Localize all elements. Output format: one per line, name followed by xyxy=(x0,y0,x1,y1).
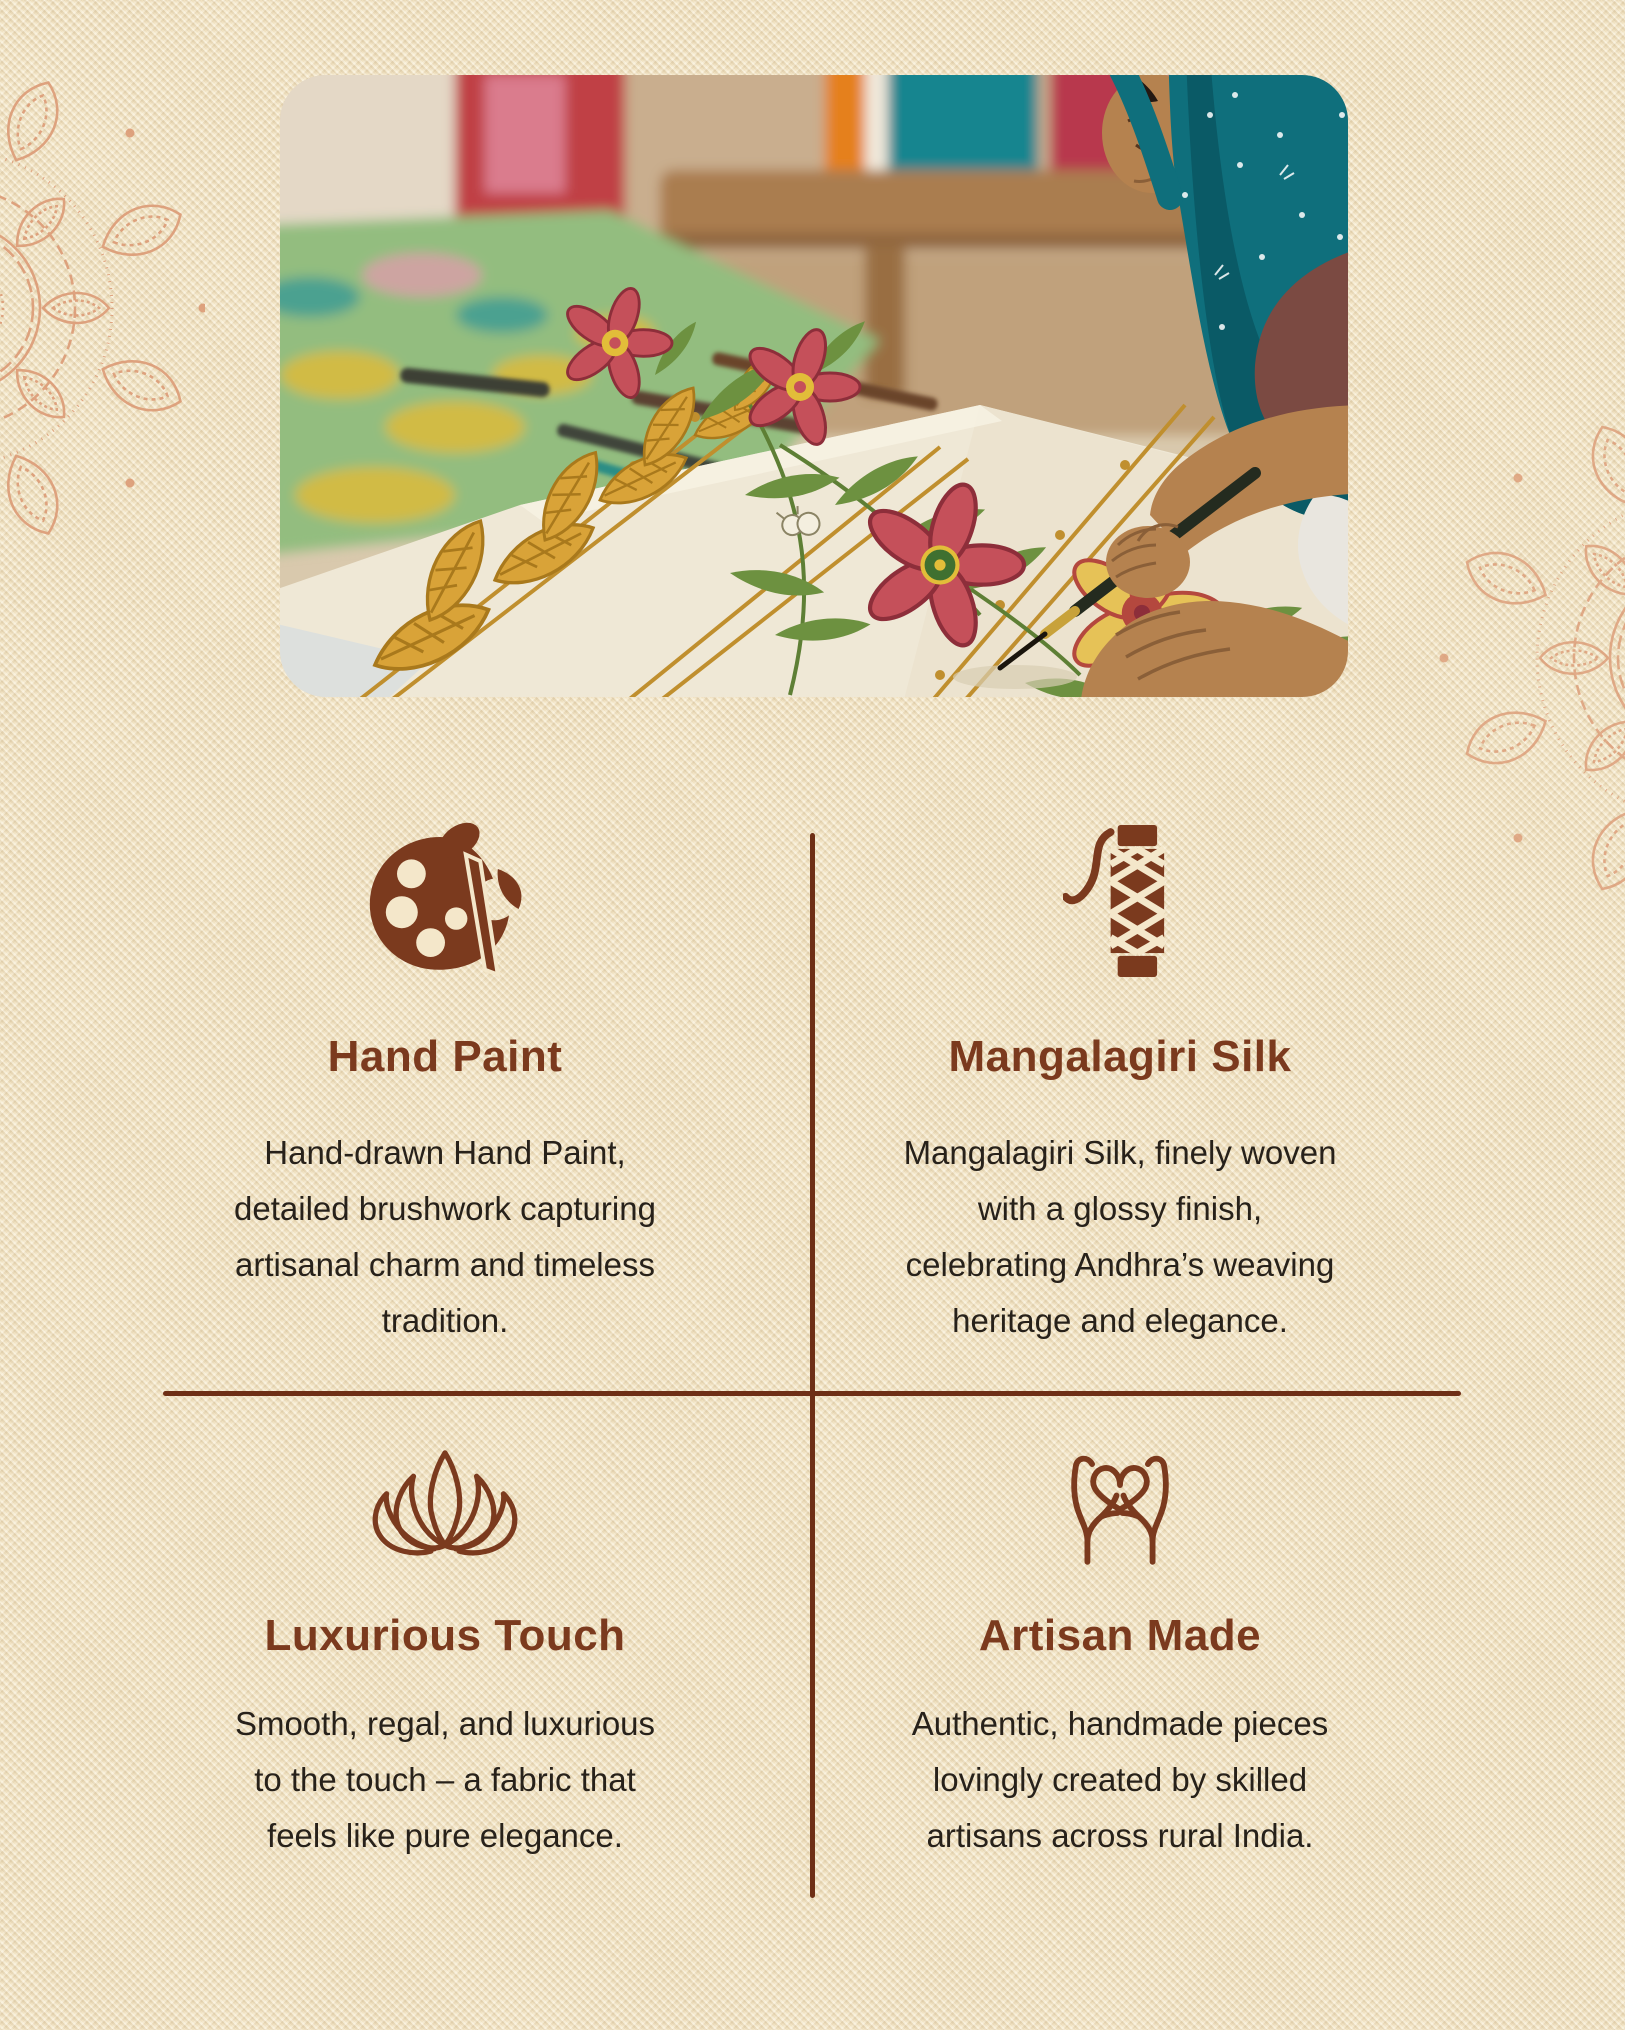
feature-card-hand-paint xyxy=(115,818,775,1349)
feature-description-line: artisanal charm and timeless xyxy=(234,1246,655,1283)
feature-card-luxurious-touch xyxy=(115,1426,775,1864)
feature-card-mangalagiri-silk xyxy=(790,818,1450,1349)
feature-description xyxy=(234,1125,656,1349)
paint-palette-icon xyxy=(350,818,540,983)
artisan-painting-photo xyxy=(280,75,1348,697)
feature-card-artisan-made xyxy=(790,1426,1450,1864)
feature-description-line: heritage and elegance. xyxy=(952,1302,1288,1339)
feature-description xyxy=(904,1125,1337,1349)
feature-description-line: Mangalagiri Silk, finely woven xyxy=(903,1134,1337,1171)
feature-description-line: feels like pure elegance. xyxy=(267,1817,623,1854)
thread-spool-icon xyxy=(1063,818,1178,983)
feature-description-line: detailed brushwork capturing xyxy=(234,1190,656,1227)
feature-description-line: with a glossy finish, xyxy=(977,1190,1263,1227)
hands-holding-heart-icon xyxy=(1056,1426,1184,1578)
mandala-ornament-icon xyxy=(1438,398,1625,918)
lotus-icon xyxy=(369,1426,521,1578)
feature-description xyxy=(912,1696,1328,1864)
feature-description-line: Hand-drawn Hand Paint, xyxy=(264,1134,626,1171)
feature-description-line: Smooth, regal, and luxurious xyxy=(234,1705,656,1742)
feature-description-line: Authentic, handmade pieces xyxy=(911,1705,1329,1742)
horizontal-divider xyxy=(163,1391,1461,1396)
feature-description-line: lovingly created by skilled xyxy=(932,1761,1308,1798)
feature-description xyxy=(235,1696,655,1864)
feature-title: Artisan Made xyxy=(978,1611,1262,1660)
feature-description-line: artisans across rural India. xyxy=(926,1817,1314,1854)
feature-title: Luxurious Touch xyxy=(264,1611,626,1660)
feature-title: Mangalagiri Silk xyxy=(948,1032,1292,1081)
feature-description-line: to the touch – a fabric that xyxy=(254,1761,636,1798)
feature-title: Hand Paint xyxy=(327,1032,563,1081)
hero-photo-artisan-painting xyxy=(280,75,1348,697)
feature-description-line: tradition. xyxy=(381,1302,509,1339)
feature-description-line: celebrating Andhra’s weaving xyxy=(905,1246,1335,1283)
mandala-ornament-icon xyxy=(0,58,205,558)
